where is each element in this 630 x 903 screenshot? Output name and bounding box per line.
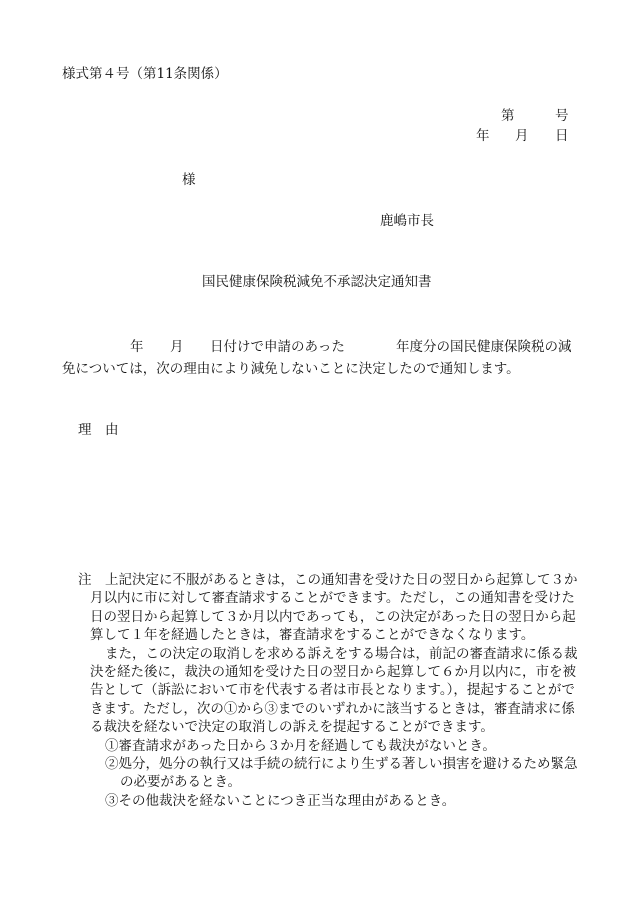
note-line: 算して１年を経過したときは，審査請求をすることができなくなります。 [90,627,535,644]
note-line: きます。ただし，次の①から③までのいずれかに該当するときは，審査請求に係 [90,700,575,717]
note-line: の必要があるとき。 [120,774,241,791]
body-line-2: 免については，次の理由により減免しないことに決定したので通知します。 [62,361,520,377]
body-month: 月 [170,339,184,355]
date-day: 日 [555,128,569,144]
reason-label: 理 由 [78,422,119,438]
form-label: 様式第４号（第11条関係） [62,66,228,82]
note-line: ②処分，処分の執行又は手続の続行により生ずる著しい損害を避けるため緊急 [105,755,578,772]
note-line: 月以内に市に対して審査請求することができます。ただし，この通知書を受けた [90,590,575,607]
note-line: 注 上記決定に不服があるときは，この通知書を受けた日の翌日から起算して３か [78,572,578,588]
doc-number-prefix: 第 [501,108,515,124]
note-line: また，この決定の取消しを求める訴えをする場合は，前記の審査請求に係る裁 [105,645,578,662]
doc-number-suffix: 号 [555,108,569,124]
body-application-text: 日付けで申請のあった [210,339,345,355]
notes-section [78,571,578,810]
document-title: 国民健康保険税減免不承認決定通知書 [202,274,432,290]
date-month: 月 [515,128,529,144]
addressee-suffix: 様 [182,172,196,188]
note-line: ①審査請求があった日から３か月を経過しても裁決がないとき。 [105,737,496,754]
note-line: 決を経た後に，裁決の通知を受けた日の翌日から起算して６か月以内に，市を被 [90,663,576,680]
date-year: 年 [476,128,490,144]
note-line: ③その他裁決を経ないことにつき正当な理由があるとき。 [105,792,456,809]
issuer-name: 鹿嶋市長 [380,213,434,229]
note-line: 日の翌日から起算して３か月以内であっても，この決定があった日の翌日から起 [90,608,576,625]
note-line: る裁決を経ないで決定の取消しの訴えを提起することができます。 [90,719,494,736]
body-fiscal-text: 年度分の国民健康保険税の減 [396,339,572,355]
body-year: 年 [130,339,144,355]
body-paragraph [62,338,572,380]
note-line: 告として（訴訟において市を代表する者は市長となります。），提起することがで [90,682,575,699]
